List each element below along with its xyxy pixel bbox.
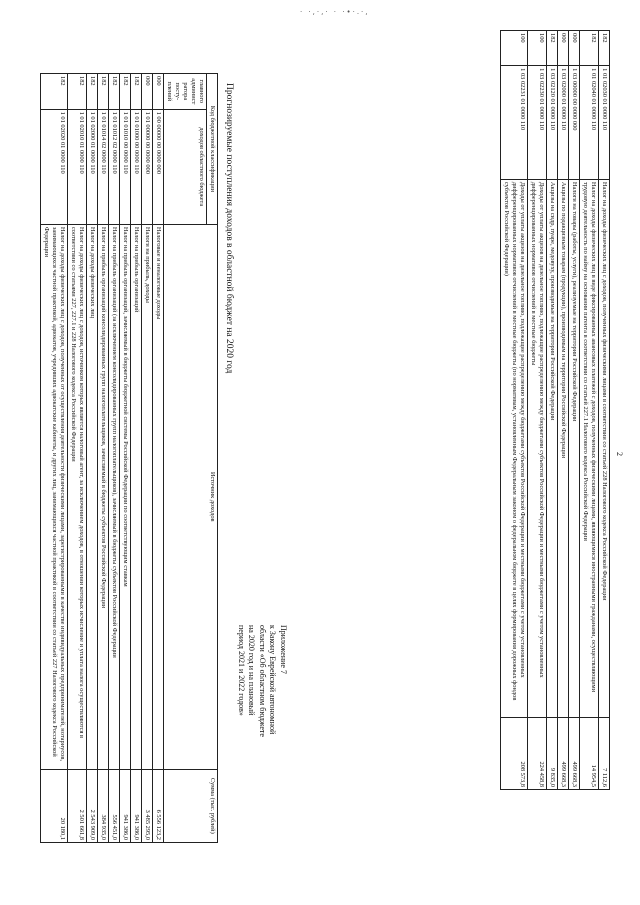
amount-cell: 499 668,3 [558,717,569,789]
header-classification: Код бюджетной классификации [207,74,218,225]
income-code-cell: 1 01 02000 01 0000 110 [87,109,98,224]
admin-code-cell: 182 [580,31,599,66]
admin-code-cell: 100 [501,31,528,66]
income-code-cell: 1 01 02020 01 0000 110 [41,109,68,224]
income-code-cell: 1 01 01010 00 0000 110 [120,109,131,224]
table-row [528,31,547,790]
amount-cell: 20 180,1 [41,769,68,842]
income-code-cell: 1 01 01014 02 0000 110 [98,109,109,224]
income-source-cell: Налог на доходы физических лиц [87,224,98,769]
admin-code-cell: 182 [120,74,131,110]
income-source-cell: Налоги на товары (работы, услуги), реализуемые на территории Российской Федерации [569,179,580,717]
admin-code-cell: 182 [599,31,610,66]
scan-artifact: · ·,·,· · ·•·.·, [300,8,370,16]
income-code-cell: 1 01 02010 01 0000 110 [68,109,87,224]
admin-code-cell: 182 [41,74,68,110]
income-code-cell: 1 01 01012 02 0000 110 [109,109,120,224]
income-code-cell: 1 03 02120 01 0000 110 [547,66,558,180]
appendix-line: на 2020 год и на плановый [247,625,257,716]
admin-code-cell: 182 [109,74,120,110]
document-title: Прогнозируемые поступления доходов в областной бюджет на 2020 год [224,83,234,374]
amount-cell: 7 112,6 [599,717,610,789]
income-code-cell: 1 00 00000 00 0000 000 [153,109,164,224]
table-row [569,31,580,790]
income-source-cell: Налог на прибыль организаций консолидированных групп налогоплательщиков, зачисляемый в бюджеты субъектов Российской Федерации [98,224,109,769]
header-admin: главного админист ратора посту- плений [164,74,207,110]
admin-code-cell: 000 [558,31,569,66]
table-row [87,74,98,843]
amount-cell: 941 386,0 [131,769,142,842]
appendix-note [236,625,289,855]
table-row [41,74,68,843]
admin-code-cell: 100 [528,31,547,66]
table-row [558,31,569,790]
income-source-cell: Доходы от уплаты акцизов на дизельное топливо, подлежащие распределению между бюджетами субъектов Российской Федерации и местными бюджетами с учетом установленных дифференцированных нормативов отчислений в местные бюджеты [528,179,547,717]
amount-cell: 224 458,8 [528,717,547,789]
admin-code-cell: 000 [142,74,153,110]
appendix-line: Приложение 7 [279,625,288,674]
income-code-cell: 1 03 02231 01 0000 110 [501,66,528,180]
appendix-line: к Закону Еврейской автономной [268,625,278,735]
table-row [98,74,109,843]
table-row [580,31,599,790]
amount-cell: 941 386,0 [120,769,131,842]
amount-cell: 9 835,0 [547,717,558,789]
income-source-cell: Доходы от уплаты акцизов на дизельное топливо, подлежащие распределению между бюджетами субъектов Российской Федерации и местными бюджетами с учетом установленных дифференцированных нормативов отчислений в местные бюджеты (по нормативам, установленным Федеральным законом о федеральном бюджете в целях формирования дорожных фондов субъектов Российской Федерации) [501,179,528,717]
admin-code-cell: 182 [87,74,98,110]
appendix-line: области «Об областном бюджете [258,625,267,737]
income-source-cell: Налог на прибыль организаций, зачисляемый в бюджеты бюджетной системы Российской Федерации по соответствующим ставкам [120,224,131,769]
income-source-cell: Налог на доходы физических лиц с доходов, полученных физическими лицами в соответствии со статьей 228 Налогового кодекса Российской Федерации [599,179,610,717]
amount-cell: 2 501 661,8 [68,769,87,842]
header-income-code: доходов областного бюджета [164,109,207,224]
amount-cell: 499 668,3 [569,717,580,789]
page-1 [43,65,306,853]
amount-cell: 6 556 123,2 [153,769,164,842]
table-row [599,31,610,790]
page-2 [358,0,628,905]
table-row [68,74,87,843]
admin-code-cell: 000 [569,31,580,66]
revenue-table-page-1 [40,73,218,843]
page-number: 2 [615,452,624,456]
income-source-cell: Налоги на прибыль, доходы [142,224,153,769]
income-code-cell: 1 03 02230 01 0000 110 [528,66,547,180]
amount-cell: 556 451,0 [109,769,120,842]
income-code-cell: 1 01 02030 01 0000 110 [599,66,610,180]
table-row [547,31,558,790]
table-row [131,74,142,843]
revenue-table-page-2 [500,30,610,790]
admin-code-cell: 182 [547,31,558,66]
income-code-cell: 1 01 00000 00 0000 000 [142,109,153,224]
income-code-cell: 1 01 01000 00 0000 110 [131,109,142,224]
income-source-cell: Налог на доходы физических лиц в виде фиксированных авансовых платежей с доходов, полученных физическими лицами, являющимися иностранными гражданами, осуществляющими трудовую деятельность по найму на основании патента в соответствии со статьей 227.1 Налогового кодекса Российской Федерации [580,179,599,717]
income-source-cell: Налоговые и неналоговые доходы [153,224,164,769]
income-code-cell: 1 01 02040 01 0000 110 [580,66,599,180]
table-row [142,74,153,843]
table-row [153,74,164,843]
amount-cell: 2 543 909,0 [87,769,98,842]
admin-code-cell: 182 [68,74,87,110]
amount-cell: 3 485 295,0 [142,769,153,842]
income-source-cell: Налог на прибыль организаций [131,224,142,769]
table-row [501,31,528,790]
header-amount: Сумма (тыс. рублей) [164,769,218,842]
income-code-cell: 1 03 02000 01 0000 110 [558,66,569,180]
income-source-cell: Акцизы на сидр, пуаре, медовуху, производимые на территории Российской Федерации [547,179,558,717]
amount-cell: 14 954,5 [580,717,599,789]
table-row [120,74,131,843]
admin-code-cell: 182 [98,74,109,110]
header-source: Источник доходов [164,224,218,769]
amount-cell: 208 573,8 [501,717,528,789]
appendix-line: период 2021 и 2022 годов» [237,625,246,716]
admin-code-cell: 182 [131,74,142,110]
income-code-cell: 1 03 00000 00 0000 000 [569,66,580,180]
income-source-cell: Акцизы по подакцизным товарам (продукции), производимым на территории Российской Федерации [558,179,569,717]
income-source-cell: Налог на прибыль организаций (за исключением консолидированных групп налогоплательщиков), зачисляемый в бюджеты субъектов Российской Федерации [109,224,120,769]
amount-cell: 384 935,0 [98,769,109,842]
income-source-cell: Налог на доходы физических лиц с доходов, полученных от осуществления деятельности физическими лицами, зарегистрированными в качестве индивидуальных предпринимателей, нотариусов, занимающихся частной практикой, адвокатов, учредивших адвокатские кабинеты, и других лиц, занимающихся частной практикой в соответствии со статьей 227 Налогового кодекса Российской Федерации [41,224,68,769]
income-source-cell: Налог на доходы физических лиц с доходов, источником которых является налоговый агент, за исключением доходов, в отношении которых исчисление и уплата налога осуществляются в соответствии со статьями 227, 227.1 и 228 Налогового кодекса Российской Федерации [68,224,87,769]
admin-code-cell: 000 [153,74,164,110]
table-row [109,74,120,843]
